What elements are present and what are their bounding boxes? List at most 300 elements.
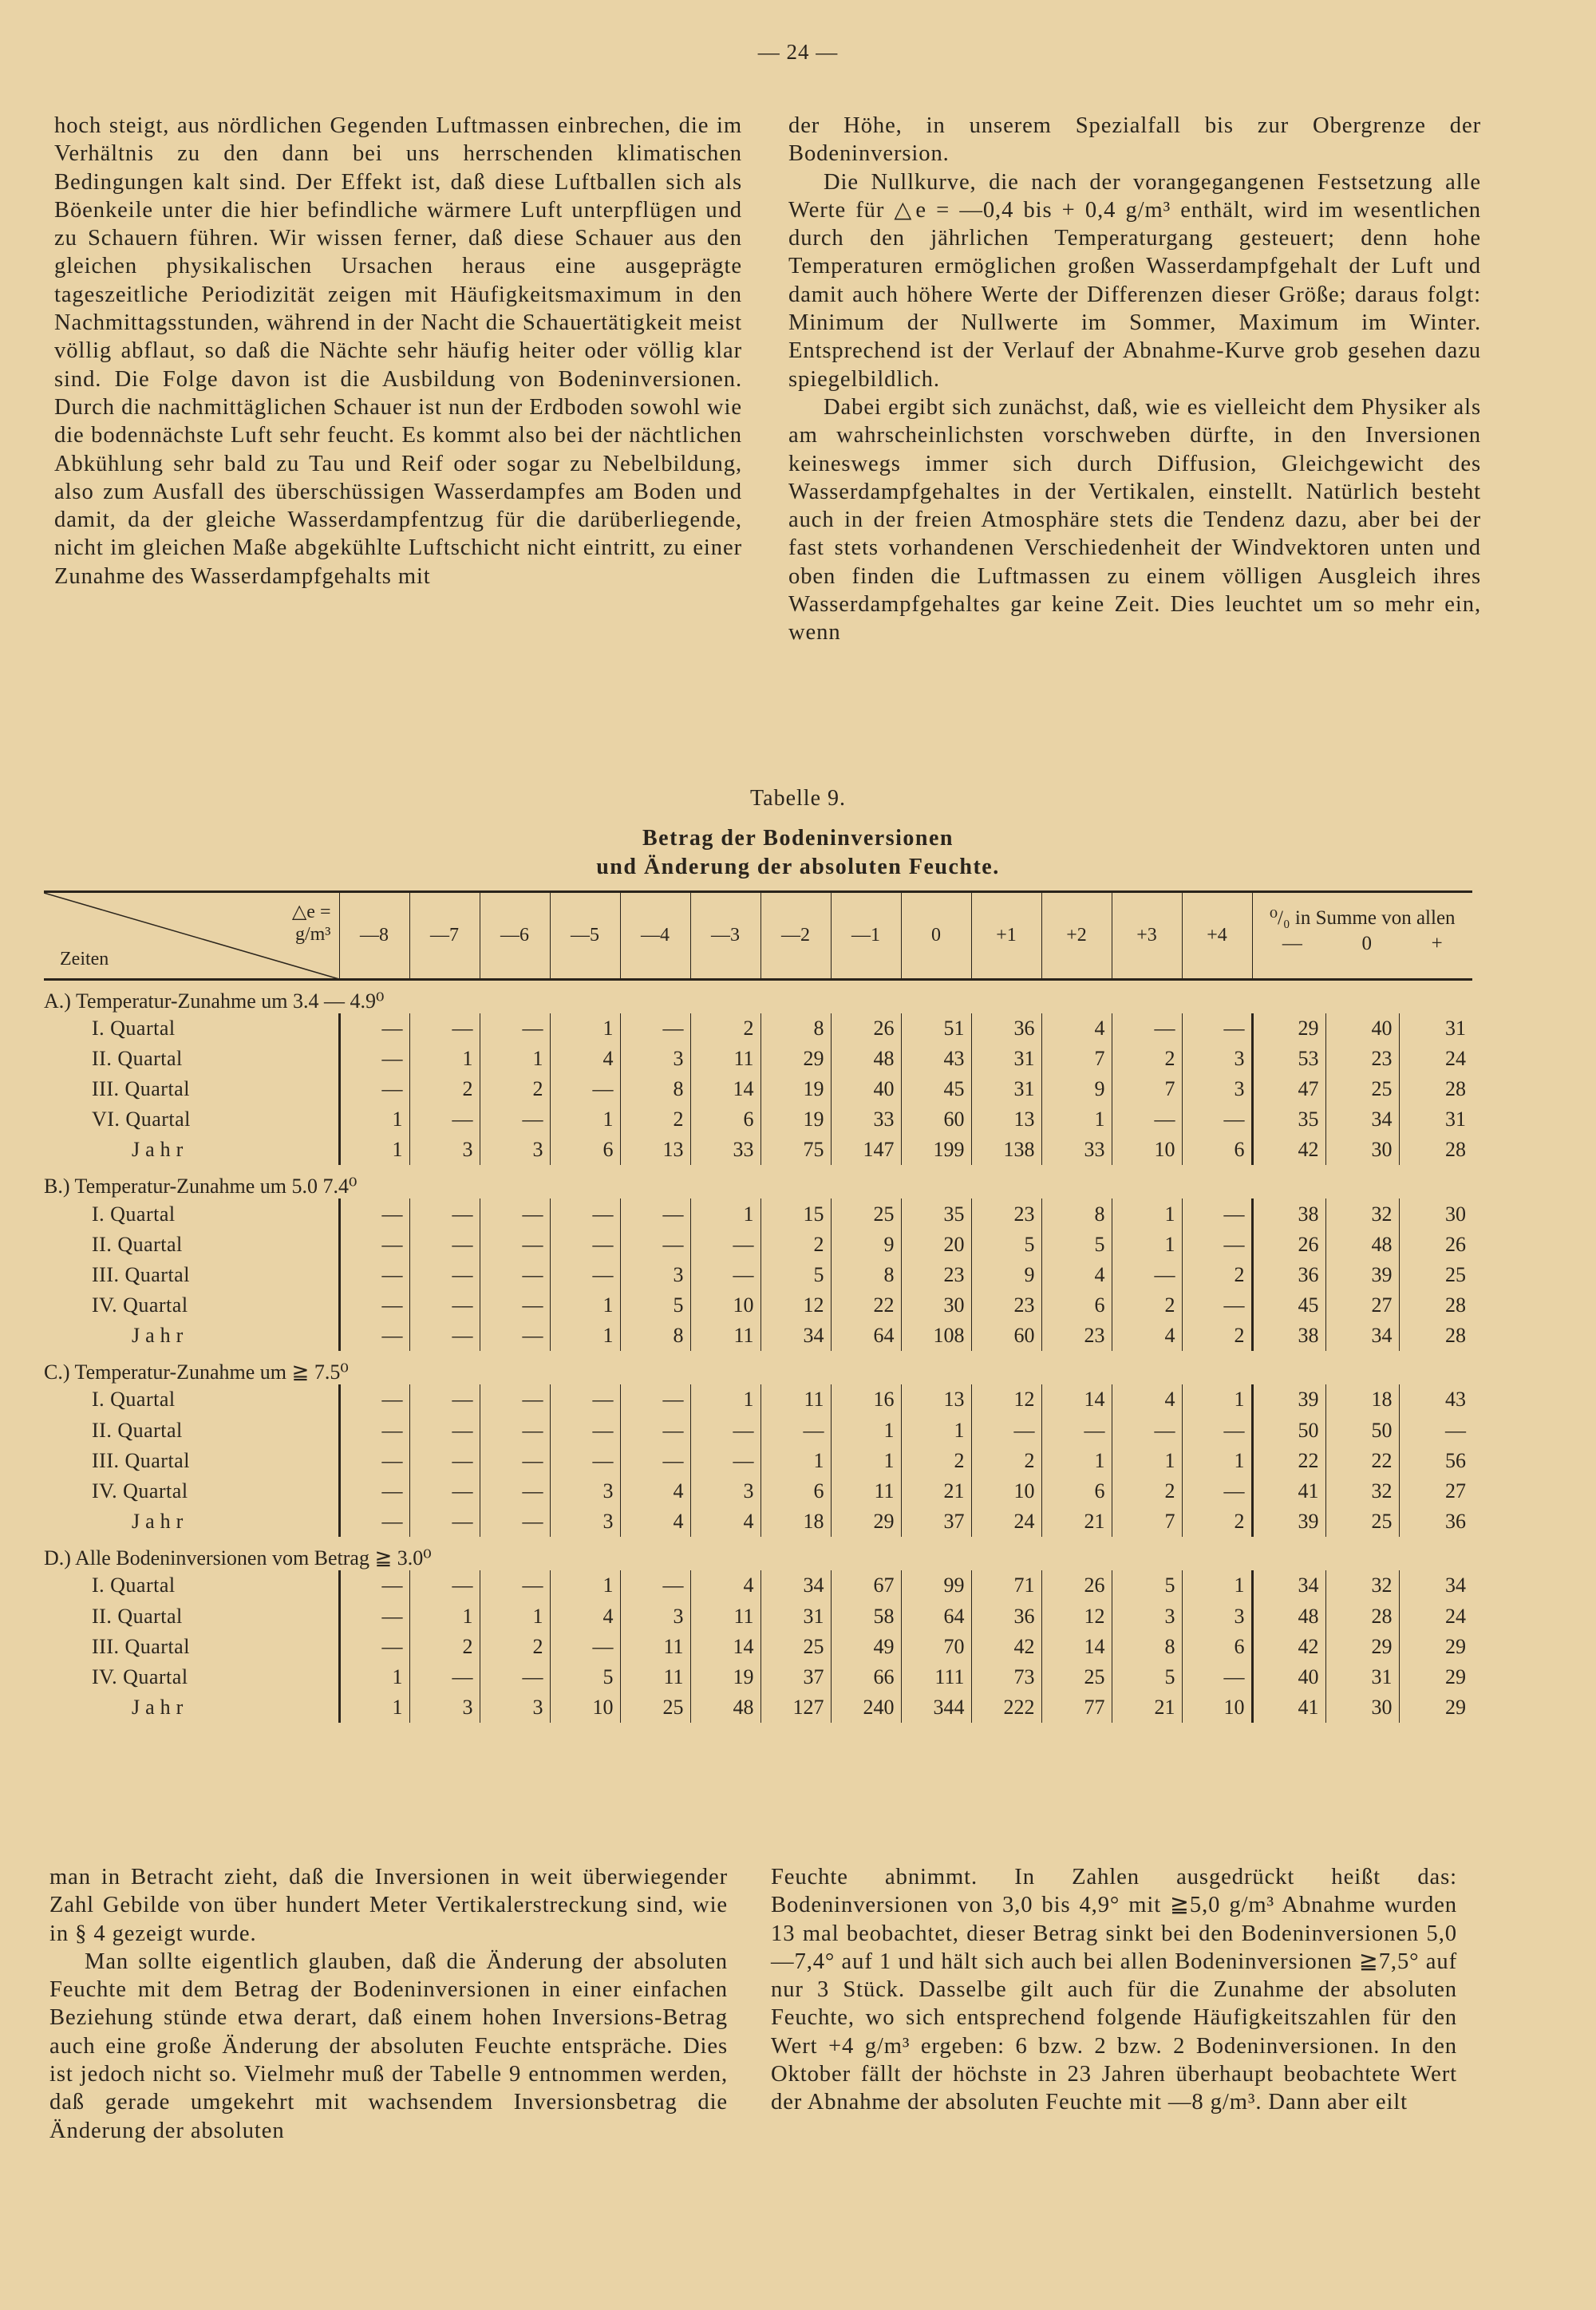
table-cell: 32 bbox=[1325, 1570, 1399, 1601]
table-cell: 2 bbox=[971, 1446, 1041, 1476]
table-cell: 27 bbox=[1325, 1290, 1399, 1321]
table-cell: 31 bbox=[760, 1601, 831, 1632]
table-cell: 1 bbox=[339, 1135, 409, 1165]
table-cell: — bbox=[620, 1384, 690, 1415]
table-cell: 56 bbox=[1399, 1446, 1472, 1476]
table-cell: 1 bbox=[1041, 1104, 1112, 1135]
table-cell: 2 bbox=[1182, 1260, 1252, 1290]
table-cell: 1 bbox=[690, 1198, 760, 1229]
table-cell: 1 bbox=[901, 1416, 971, 1446]
table-cell: 5 bbox=[550, 1662, 620, 1692]
table-cell: — bbox=[550, 1384, 620, 1415]
table-row bbox=[44, 1074, 1472, 1104]
table-cell: 22 bbox=[1325, 1446, 1399, 1476]
table-title-line-1: Betrag der Bodeninversionen bbox=[642, 826, 954, 851]
section-title: D.) Alle Bodeninversionen vom Betrag ≧ 3.0⁰ bbox=[44, 1546, 432, 1570]
table-cell: 5 bbox=[971, 1230, 1041, 1260]
table-cell: 4 bbox=[690, 1506, 760, 1537]
table-cell: 34 bbox=[1325, 1104, 1399, 1135]
page-number: — 24 — bbox=[757, 40, 839, 64]
row-label: I. Quartal bbox=[92, 1388, 176, 1412]
table-cell: 29 bbox=[1252, 1013, 1325, 1044]
paragraph: hoch steigt, aus nördlichen Gegenden Luftmassen einbrechen, die im Verhältnis zu den dann bei uns herrschenden klimatischen Bedingungen kalt sind. Der Effekt ist, daß diese Luftballen sich als Böenkeile unter die hier befindliche wärmere Luft unterpflügen und zu Schauern führen. Wir wissen ferner, daß diese Schauer aus den gleichen physikalischen Ursachen heraus eine ausgeprägte tageszeitliche Periodizität zeigen mit Häufigkeitsmaximum in den Nachmittagsstunden, während in der Nacht die Schauertätigkeit meist völlig abflaut, so daß die Nächte sehr häufig heiter oder völlig klar sind. Die Folge davon ist die Ausbildung von Bodeninversionen. Durch die nachmittäglichen Schauer ist nun der Erdboden sowohl wie die bodennächste Luft sehr feucht. Es kommt also bei der nächtlichen Abkühlung sehr bald zu Tau und Reif oder sogar zu Nebelbildung, also zum Ausfall des überschüssigen Wasserdampfes am Boden und damit, da der gleiche Wasserdampfentzug für die darüberliegende, nicht im gleichen Maße abgekühlte Luftschicht nicht eintritt, zu einer Zunahme des Wasserdampfgehalts mit bbox=[54, 113, 742, 589]
table-cell: 3 bbox=[480, 1135, 550, 1165]
table-cell: — bbox=[1182, 1662, 1252, 1692]
table-cell: 3 bbox=[1182, 1074, 1252, 1104]
table-cell: — bbox=[339, 1198, 409, 1229]
table-title-line-2: und Änderung der absoluten Feuchte. bbox=[596, 855, 1000, 879]
table-cell: 12 bbox=[1041, 1601, 1112, 1632]
table-cell: 70 bbox=[901, 1632, 971, 1662]
table-cell: 14 bbox=[690, 1632, 760, 1662]
table-cell: — bbox=[339, 1230, 409, 1260]
paragraph: Feuchte abnimmt. In Zahlen ausgedrückt heißt das: Bodeninversionen von 3,0 bis 4,9° mit ≧5,0 g/m³ Abnahme wurden 13 mal beobachtet, dieser Betrag sinkt bei den Bodeninversionen 5,0—7,4° auf 1 und hält sich auch bei allen Bodeninversionen ≧7,5° auf nur 3 Stück. Dasselbe gilt auch für die Zunahme der absoluten Feuchte, wo sich entsprechend folgende Häufigkeitszahlen für den Wert +4 g/m³ ergeben: 6 bzw. 2 bzw. 2 Bodeninversionen. In den Oktober fällt der höchste in 23 Jahren überhaupt beobachtete Wert der Abnahme der absoluten Feuchte mit —8 g/m³. Dann aber eilt bbox=[771, 1865, 1457, 2115]
table-cell: 5 bbox=[1041, 1230, 1112, 1260]
row-label: II. Quartal bbox=[92, 1046, 183, 1070]
table-row bbox=[44, 1416, 1472, 1446]
table-cell: 14 bbox=[1041, 1632, 1112, 1662]
table-cell: — bbox=[690, 1416, 760, 1446]
table-cell: 1 bbox=[1182, 1446, 1252, 1476]
column-header: +2 bbox=[1041, 892, 1112, 980]
row-label: III. Quartal bbox=[92, 1262, 190, 1286]
table-cell: — bbox=[480, 1260, 550, 1290]
table-cell: 1 bbox=[480, 1044, 550, 1074]
table-cell: — bbox=[480, 1662, 550, 1692]
column-header: —8 bbox=[339, 892, 409, 980]
table-cell: 66 bbox=[831, 1662, 901, 1692]
table-cell: 4 bbox=[550, 1044, 620, 1074]
table-cell: 10 bbox=[1112, 1135, 1182, 1165]
table-cell: 36 bbox=[971, 1601, 1041, 1632]
table-cell: 11 bbox=[620, 1662, 690, 1692]
table-cell: 42 bbox=[1252, 1632, 1325, 1662]
table-cell: 33 bbox=[1041, 1135, 1112, 1165]
table-cell: 41 bbox=[1252, 1692, 1325, 1723]
table-cell: 3 bbox=[550, 1476, 620, 1506]
table-cell: 29 bbox=[1399, 1662, 1472, 1692]
table-cell: 2 bbox=[1112, 1290, 1182, 1321]
paragraph: Dabei ergibt sich zunächst, daß, wie es vielleicht dem Physiker als am wahrscheinlichsten vorschweben dürfte, in den Inversionen keineswegs immer sich durch Diffusion, Gleichgewicht des Wasserdampfgehaltes in der Vertikalen, einstellt. Natürlich besteht auch in der freien Atmosphäre stets die Tendenz dazu, aber bei der fast stets vorhandenen Verschiedenheit der Windvektoren unten und oben finden die Luftmassen zu einem völligen Ausgleich ihres Wasserdampfgehaltes gar keine Zeit. Dies leuchtet um so mehr ein, wenn bbox=[788, 394, 1481, 646]
table-cell: 12 bbox=[760, 1290, 831, 1321]
corner-delta-label bbox=[292, 901, 331, 946]
table-cell: 15 bbox=[760, 1198, 831, 1229]
paragraph: man in Betracht zieht, daß die Inversionen in weit überwiegender Zahl Gebilde von über hundert Meter Vertikalerstreckung sind, wie in § 4 gezeigt wurde. bbox=[49, 1865, 728, 1946]
table-cell: 33 bbox=[831, 1104, 901, 1135]
percent-sub-plus: + bbox=[1431, 933, 1443, 954]
table-cell: 48 bbox=[690, 1692, 760, 1723]
table-cell: 2 bbox=[1182, 1506, 1252, 1537]
row-label: VI. Quartal bbox=[92, 1108, 191, 1131]
column-header: +3 bbox=[1112, 892, 1182, 980]
table-cell: — bbox=[339, 1632, 409, 1662]
table-cell: — bbox=[1112, 1013, 1182, 1044]
table-cell: 25 bbox=[1325, 1074, 1399, 1104]
percent-column-header bbox=[1252, 892, 1472, 980]
row-label: Jahr bbox=[132, 1324, 189, 1348]
table-row bbox=[44, 1692, 1472, 1723]
table-cell: 8 bbox=[620, 1074, 690, 1104]
table-label: Tabelle 9. bbox=[750, 786, 846, 811]
row-label: Jahr bbox=[132, 1696, 189, 1720]
table-cell: — bbox=[339, 1506, 409, 1537]
table-row bbox=[44, 1290, 1472, 1321]
row-label: III. Quartal bbox=[92, 1634, 190, 1658]
table-cell: — bbox=[339, 1384, 409, 1415]
table-cell: 26 bbox=[1399, 1230, 1472, 1260]
column-header: —3 bbox=[690, 892, 760, 980]
table-cell: 28 bbox=[1399, 1290, 1472, 1321]
table-row bbox=[44, 1198, 1472, 1229]
table-cell: 1 bbox=[409, 1044, 480, 1074]
table-cell: 73 bbox=[971, 1662, 1041, 1692]
table-cell: 9 bbox=[1041, 1074, 1112, 1104]
percent-header-text: ⁰/₀ in Summe von allen bbox=[1269, 907, 1456, 929]
paragraph: Man sollte eigentlich glauben, daß die Änderung der absoluten Feuchte mit dem Betrag der Bodeninversionen in einer einfachen Beziehung stünde etwa derart, daß einem hohen Inversions-Betrag auch eine große Änderung der absoluten Feuchte entspräche. Dies ist jedoch nicht so. Vielmehr muß der Tabelle 9 entnommen werden, daß gerade umgekehrt mit wachsendem Inversionsbetrag die Änderung der absoluten bbox=[49, 1949, 728, 2143]
table-cell: 48 bbox=[831, 1044, 901, 1074]
table-cell: 199 bbox=[901, 1135, 971, 1165]
table-cell: 6 bbox=[690, 1104, 760, 1135]
table-cell: 36 bbox=[971, 1013, 1041, 1044]
table-cell: 29 bbox=[1325, 1632, 1399, 1662]
table-row bbox=[44, 1384, 1472, 1415]
table-cell: 48 bbox=[1325, 1230, 1399, 1260]
table-row bbox=[44, 1044, 1472, 1074]
table-cell: 9 bbox=[831, 1230, 901, 1260]
table-cell: — bbox=[409, 1662, 480, 1692]
table-cell: — bbox=[1112, 1260, 1182, 1290]
table-cell: — bbox=[480, 1230, 550, 1260]
table-cell: — bbox=[1182, 1476, 1252, 1506]
table-cell: 28 bbox=[1399, 1321, 1472, 1351]
table-cell: 7 bbox=[1112, 1074, 1182, 1104]
table-cell: — bbox=[1041, 1416, 1112, 1446]
table-cell: 5 bbox=[620, 1290, 690, 1321]
table-cell: 25 bbox=[1399, 1260, 1472, 1290]
table-cell: — bbox=[409, 1570, 480, 1601]
table-cell: 2 bbox=[480, 1074, 550, 1104]
table-cell: — bbox=[409, 1446, 480, 1476]
column-header: —6 bbox=[480, 892, 550, 980]
table-cell: 2 bbox=[760, 1230, 831, 1260]
section-title: C.) Temperatur-Zunahme um ≧ 7.5⁰ bbox=[44, 1360, 349, 1384]
table-cell: 19 bbox=[760, 1074, 831, 1104]
table-cell: — bbox=[1182, 1290, 1252, 1321]
table-cell: 77 bbox=[1041, 1692, 1112, 1723]
table-cell: — bbox=[690, 1260, 760, 1290]
table-cell: 222 bbox=[971, 1692, 1041, 1723]
table-cell: 4 bbox=[690, 1570, 760, 1601]
table-cell: 1 bbox=[1041, 1446, 1112, 1476]
table-cell: — bbox=[550, 1198, 620, 1229]
table-cell: 10 bbox=[690, 1290, 760, 1321]
table-row bbox=[44, 1013, 1472, 1044]
table-cell: — bbox=[760, 1416, 831, 1446]
table-cell: 4 bbox=[620, 1506, 690, 1537]
table-cell: 13 bbox=[620, 1135, 690, 1165]
table-cell: 6 bbox=[1041, 1290, 1112, 1321]
table-cell: — bbox=[480, 1506, 550, 1537]
table-cell: 45 bbox=[901, 1074, 971, 1104]
table-cell: 43 bbox=[1399, 1384, 1472, 1415]
table-cell: — bbox=[1112, 1416, 1182, 1446]
text-column-top-right bbox=[788, 112, 1481, 647]
table-cell: 29 bbox=[831, 1506, 901, 1537]
table-cell: 344 bbox=[901, 1692, 971, 1723]
table-cell: 23 bbox=[1041, 1321, 1112, 1351]
table-cell: 147 bbox=[831, 1135, 901, 1165]
table-cell: — bbox=[409, 1260, 480, 1290]
table-cell: 43 bbox=[901, 1044, 971, 1074]
table-section-header bbox=[44, 980, 1472, 1013]
table-cell: 19 bbox=[760, 1104, 831, 1135]
table-cell: 127 bbox=[760, 1692, 831, 1723]
table-cell: 8 bbox=[1112, 1632, 1182, 1662]
table-cell: 28 bbox=[1399, 1135, 1472, 1165]
table-cell: 18 bbox=[760, 1506, 831, 1537]
table-cell: 28 bbox=[1399, 1074, 1472, 1104]
table-cell: 5 bbox=[760, 1260, 831, 1290]
table-cell: 22 bbox=[831, 1290, 901, 1321]
table-cell: 1 bbox=[831, 1446, 901, 1476]
row-label: IV. Quartal bbox=[92, 1479, 188, 1503]
table-cell: 4 bbox=[1112, 1321, 1182, 1351]
row-label: II. Quartal bbox=[92, 1232, 183, 1256]
table-cell: 111 bbox=[901, 1662, 971, 1692]
table-cell: 8 bbox=[760, 1013, 831, 1044]
table-cell: 11 bbox=[690, 1044, 760, 1074]
table-cell: 8 bbox=[1041, 1198, 1112, 1229]
table-cell: — bbox=[550, 1260, 620, 1290]
table-cell: 11 bbox=[831, 1476, 901, 1506]
table-cell: 19 bbox=[690, 1662, 760, 1692]
table-cell: 10 bbox=[1182, 1692, 1252, 1723]
table-cell: 8 bbox=[831, 1260, 901, 1290]
table-cell: 1 bbox=[550, 1013, 620, 1044]
table-cell: — bbox=[620, 1198, 690, 1229]
table-cell: 1 bbox=[550, 1321, 620, 1351]
table-cell: — bbox=[339, 1290, 409, 1321]
table-section-header bbox=[44, 1537, 1472, 1570]
table-cell: 2 bbox=[409, 1074, 480, 1104]
corner-unit: g/m³ bbox=[294, 924, 331, 945]
table-cell: 13 bbox=[901, 1384, 971, 1415]
table-cell: — bbox=[339, 1476, 409, 1506]
table-cell: 41 bbox=[1252, 1476, 1325, 1506]
table-cell: 50 bbox=[1325, 1416, 1399, 1446]
column-header: 0 bbox=[901, 892, 971, 980]
table-cell: 21 bbox=[901, 1476, 971, 1506]
table-cell: 31 bbox=[1325, 1662, 1399, 1692]
table-cell: 47 bbox=[1252, 1074, 1325, 1104]
row-label: I. Quartal bbox=[92, 1016, 176, 1040]
table-cell: 4 bbox=[620, 1476, 690, 1506]
table-cell: 8 bbox=[620, 1321, 690, 1351]
table-cell: 42 bbox=[971, 1632, 1041, 1662]
table-cell: — bbox=[480, 1570, 550, 1601]
table-cell: — bbox=[480, 1321, 550, 1351]
table-cell: 4 bbox=[550, 1601, 620, 1632]
table-cell: — bbox=[480, 1013, 550, 1044]
table-cell: — bbox=[690, 1230, 760, 1260]
table-cell: — bbox=[480, 1416, 550, 1446]
table-cell: 53 bbox=[1252, 1044, 1325, 1074]
data-table bbox=[44, 890, 1472, 1723]
table-cell: 1 bbox=[1182, 1570, 1252, 1601]
table-cell: 20 bbox=[901, 1230, 971, 1260]
table-cell: 23 bbox=[971, 1198, 1041, 1229]
table-cell: 6 bbox=[1182, 1135, 1252, 1165]
table-cell: — bbox=[550, 1632, 620, 1662]
table-section-header bbox=[44, 1165, 1472, 1198]
table-cell: 1 bbox=[690, 1384, 760, 1415]
table-cell: 13 bbox=[971, 1104, 1041, 1135]
table-cell: — bbox=[339, 1446, 409, 1476]
table-cell: 34 bbox=[760, 1321, 831, 1351]
table-cell: 2 bbox=[409, 1632, 480, 1662]
column-header: —4 bbox=[620, 892, 690, 980]
table-cell: 2 bbox=[1182, 1321, 1252, 1351]
table-cell: 6 bbox=[1041, 1476, 1112, 1506]
table-cell: — bbox=[1182, 1416, 1252, 1446]
table-cell: — bbox=[339, 1321, 409, 1351]
table-cell: 48 bbox=[1252, 1601, 1325, 1632]
table-cell: 18 bbox=[1325, 1384, 1399, 1415]
table-cell: — bbox=[409, 1230, 480, 1260]
table-cell: 2 bbox=[1112, 1044, 1182, 1074]
table-cell: — bbox=[339, 1074, 409, 1104]
table-cell: 64 bbox=[831, 1321, 901, 1351]
table-cell: — bbox=[409, 1476, 480, 1506]
table-cell: — bbox=[1182, 1013, 1252, 1044]
table-cell: 7 bbox=[1112, 1506, 1182, 1537]
table-cell: 6 bbox=[1182, 1632, 1252, 1662]
table-row bbox=[44, 1260, 1472, 1290]
table-body bbox=[44, 980, 1472, 1724]
table-cell: — bbox=[339, 1013, 409, 1044]
table-row bbox=[44, 1506, 1472, 1537]
table-cell: 3 bbox=[620, 1260, 690, 1290]
table-cell: 51 bbox=[901, 1013, 971, 1044]
corner-delta-e: △e = bbox=[291, 902, 331, 922]
table-cell: 25 bbox=[620, 1692, 690, 1723]
section-title: A.) Temperatur-Zunahme um 3.4 — 4.9⁰ bbox=[44, 989, 385, 1013]
table-cell: — bbox=[409, 1384, 480, 1415]
table-cell: 30 bbox=[1325, 1135, 1399, 1165]
table-cell: 60 bbox=[901, 1104, 971, 1135]
table-cell: 14 bbox=[1041, 1384, 1112, 1415]
table-cell: 7 bbox=[1041, 1044, 1112, 1074]
table-cell: 2 bbox=[1112, 1476, 1182, 1506]
table-cell: 35 bbox=[901, 1198, 971, 1229]
table-cell: — bbox=[480, 1384, 550, 1415]
table-cell: 31 bbox=[1399, 1104, 1472, 1135]
table-cell: — bbox=[409, 1321, 480, 1351]
table-cell: 2 bbox=[480, 1632, 550, 1662]
table-cell: 31 bbox=[1399, 1013, 1472, 1044]
percent-sub-minus: — bbox=[1282, 933, 1302, 954]
table-cell: — bbox=[550, 1230, 620, 1260]
table-cell: 42 bbox=[1252, 1135, 1325, 1165]
table-cell: 37 bbox=[760, 1662, 831, 1692]
table-cell: 34 bbox=[1399, 1570, 1472, 1601]
table-cell: — bbox=[1182, 1230, 1252, 1260]
table-cell: 40 bbox=[1325, 1013, 1399, 1044]
table-cell: — bbox=[480, 1104, 550, 1135]
table-cell: — bbox=[550, 1446, 620, 1476]
table-cell: 39 bbox=[1252, 1506, 1325, 1537]
table-cell: 60 bbox=[971, 1321, 1041, 1351]
table-cell: 26 bbox=[1041, 1570, 1112, 1601]
table-cell: 3 bbox=[1182, 1601, 1252, 1632]
table-cell: — bbox=[339, 1044, 409, 1074]
table-cell: — bbox=[339, 1416, 409, 1446]
row-label: IV. Quartal bbox=[92, 1293, 188, 1317]
table-cell: 27 bbox=[1399, 1476, 1472, 1506]
table-cell: 1 bbox=[339, 1662, 409, 1692]
table-cell: — bbox=[480, 1198, 550, 1229]
table-cell: 5 bbox=[1112, 1662, 1182, 1692]
table-corner-header bbox=[44, 892, 339, 980]
table-cell: 11 bbox=[690, 1321, 760, 1351]
table-cell: 2 bbox=[620, 1104, 690, 1135]
table-cell: 4 bbox=[1041, 1260, 1112, 1290]
table-cell: 1 bbox=[339, 1692, 409, 1723]
table-cell: 24 bbox=[971, 1506, 1041, 1537]
table-cell: 21 bbox=[1112, 1692, 1182, 1723]
table-cell: 36 bbox=[1399, 1506, 1472, 1537]
row-label: III. Quartal bbox=[92, 1448, 190, 1472]
table-cell: 1 bbox=[831, 1416, 901, 1446]
table-row bbox=[44, 1135, 1472, 1165]
table-header-row bbox=[44, 892, 1472, 980]
table-cell: 1 bbox=[480, 1601, 550, 1632]
table-cell: 35 bbox=[1252, 1104, 1325, 1135]
table-row bbox=[44, 1104, 1472, 1135]
table-cell: 34 bbox=[1325, 1321, 1399, 1351]
table-cell: 3 bbox=[620, 1601, 690, 1632]
table-cell: 30 bbox=[1325, 1692, 1399, 1723]
table-cell: — bbox=[409, 1506, 480, 1537]
table-cell: — bbox=[620, 1570, 690, 1601]
table-cell: 39 bbox=[1252, 1384, 1325, 1415]
table-cell: 29 bbox=[1399, 1692, 1472, 1723]
table-cell: 45 bbox=[1252, 1290, 1325, 1321]
section-title: B.) Temperatur-Zunahme um 5.0 7.4⁰ bbox=[44, 1175, 358, 1198]
table-cell: — bbox=[1399, 1416, 1472, 1446]
table-cell: — bbox=[480, 1446, 550, 1476]
row-label: I. Quartal bbox=[92, 1202, 176, 1226]
row-label: Jahr bbox=[132, 1138, 189, 1162]
table-cell: 4 bbox=[1041, 1013, 1112, 1044]
table-cell: — bbox=[339, 1570, 409, 1601]
table-cell: 71 bbox=[971, 1570, 1041, 1601]
table-cell: — bbox=[690, 1446, 760, 1476]
table-cell: 34 bbox=[1252, 1570, 1325, 1601]
table-cell: 33 bbox=[690, 1135, 760, 1165]
table-cell: — bbox=[971, 1416, 1041, 1446]
table-cell: 11 bbox=[690, 1601, 760, 1632]
column-header: —1 bbox=[831, 892, 901, 980]
table-cell: 26 bbox=[831, 1013, 901, 1044]
table-cell: 39 bbox=[1325, 1260, 1399, 1290]
table-cell: — bbox=[1112, 1104, 1182, 1135]
table-cell: 38 bbox=[1252, 1321, 1325, 1351]
table-cell: 64 bbox=[901, 1601, 971, 1632]
table-cell: — bbox=[480, 1476, 550, 1506]
table-cell: 1 bbox=[550, 1104, 620, 1135]
table-cell: 3 bbox=[690, 1476, 760, 1506]
